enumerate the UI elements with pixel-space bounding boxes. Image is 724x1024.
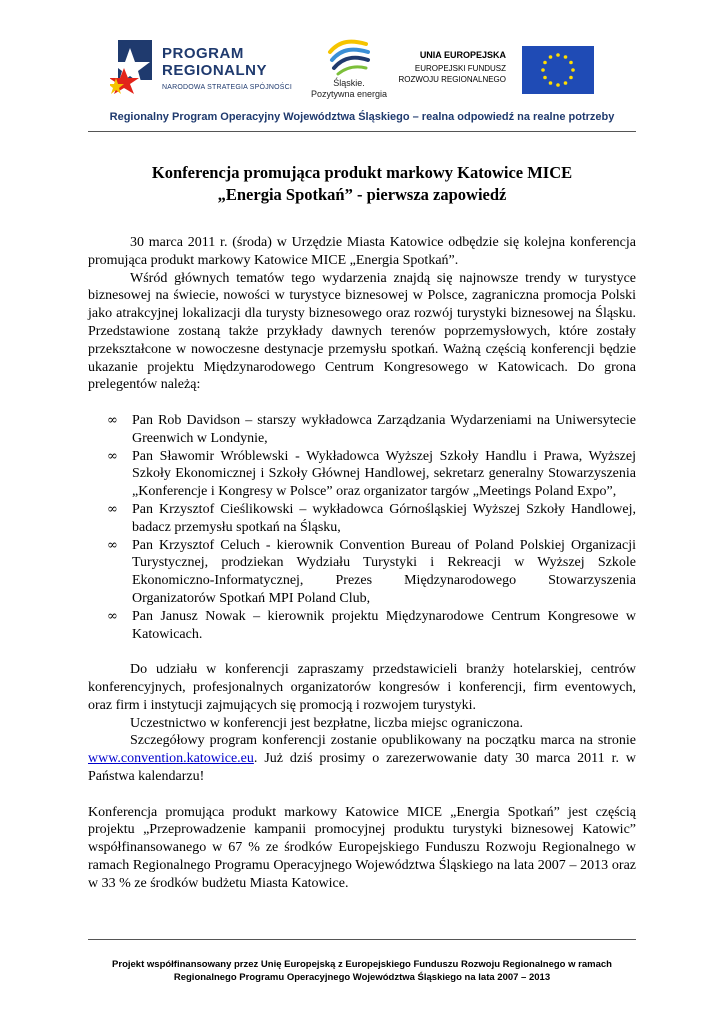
slaskie-name: Śląskie. (333, 78, 365, 88)
slaskie-logo (310, 38, 388, 102)
closing-paragraph-1: Do udziału w konferencji zapraszamy przedstawicieli branży hotelarskiej, centrów konferencyjnych, profesjonalnych organizatorów kongresów i konferencji, firm eventowych, oraz firm i instytucji zajmujących się promocją i rozwojem turystyki. (88, 662, 636, 713)
slaskie-slogan: Pozytywna energia (310, 89, 388, 99)
slaskie-waves-icon (326, 38, 372, 76)
infinity-bullet-icon: ∞ (107, 608, 118, 624)
eu-star (571, 68, 575, 72)
cofinancing-paragraph: Konferencja promująca produkt markowy Katowice MICE „Energia Spotkań” jest częścią projektu „Przeprowadzenie kampanii promocyjnej produktu turystyki biznesowej Katowic” współfinansowanego w 67 % ze środków Europejskiego Funduszu Rozwoju Regionalnego w ramach Regionalnego Programu Operacyjnego Województwa Śląskiego na lata 2007 – 2013 oraz w 33 % ze środków budżetu Miasta Katowice. (88, 804, 636, 891)
eu-logo-line1: UNIA EUROPEJSKA (419, 50, 506, 60)
eu-flag-icon (522, 46, 594, 94)
document-body (88, 234, 636, 892)
eu-star (556, 83, 560, 87)
eu-logo-line2: EUROPEJSKI FUNDUSZ (414, 64, 506, 73)
footer-divider (88, 939, 636, 940)
infinity-bullet-icon: ∞ (107, 537, 118, 553)
program-logo-line1: PROGRAM (162, 45, 244, 62)
document-title (88, 162, 636, 206)
program-logo-line3: NARODOWA STRATEGIA SPÓJNOŚCI (162, 84, 293, 91)
eu-star (543, 76, 547, 80)
footer-line-2: Regionalnego Programu Operacyjnego Województwa Śląskiego na lata 2007 – 2013 (173, 972, 551, 983)
speakers-list (88, 412, 636, 643)
program-logo-line2: REGIONALNY (162, 62, 268, 79)
speaker-item: ∞ Pan Krzysztof Cieślikowski – wykładowca Górnośląskiej Wyższej Szkoły Handlowej, badacz przemysłu spotkań na Śląsku, (107, 501, 636, 535)
header-divider (88, 131, 636, 132)
infinity-bullet-icon: ∞ (107, 501, 118, 517)
eu-star (543, 61, 547, 65)
speaker-item: ∞ Pan Rob Davidson – starszy wykładowca Zarządzania Wydarzeniami na Uniwersytecie Greenwich w Londynie, (107, 412, 636, 446)
eu-star (569, 61, 573, 65)
convention-website-link[interactable]: www.convention.katowice.eu (88, 751, 254, 767)
eu-star (549, 55, 553, 59)
speaker-item: ∞ Pan Janusz Nowak – kierownik projektu Międzynarodowe Centrum Kongresowe w Katowicach. (107, 608, 636, 642)
eu-logo-line3: ROZWOJU REGIONALNEGO (398, 75, 506, 84)
program-header: Regionalny Program Operacyjny Województwa Śląskiego – realna odpowiedź na realne potrzeby (109, 111, 615, 123)
infinity-bullet-icon: ∞ (107, 448, 118, 464)
title-line-2: „Energia Spotkań” - pierwsza zapowiedź (217, 185, 507, 204)
eu-star (564, 81, 568, 85)
eu-logo (398, 46, 594, 96)
eu-star (556, 53, 560, 57)
closing-paragraph-3: Szczegółowy program konferencji zostanie opublikowany na początku marca na stronie www.convention.katowice.eu. Już dziś prosimy o zarezerwowanie daty 30 marca 2011 r. w Państwa kalendarzu! (88, 733, 636, 784)
eu-star (564, 55, 568, 59)
speaker-item: ∞ Pan Krzysztof Celuch - kierownik Convention Bureau of Poland Polskiej Organizacji Turystycznej, prodziekan Wydziału Turystyki i Rekreacji w Wyższej Szkole Ekonomiczno-Informatycznej, Prezes Międzynarodowego Stowarzyszenia Organizatorów Spotkań MPI Poland Club, (107, 537, 636, 606)
speaker-item: ∞ Pan Sławomir Wróblewski - Wykładowca Wyższej Szkoły Handlu i Prawa, Wyższej Szkoły Ekonomicznej i Szkoły Głównej Handlowej, sekretarz generalny Stowarzyszenia „Konferencje i Kongresy w Polsce” oraz organizator targów „Meetings Poland Expo”, (107, 448, 636, 500)
eu-star (569, 76, 573, 80)
intro-paragraph-1: 30 marca 2011 r. (środa) w Urzędzie Miasta Katowice odbędzie się kolejna konferencja promująca produkt markowy Katowice MICE „Energia Spotkań”. (88, 235, 636, 268)
eu-star (549, 81, 553, 85)
footer-line-1: Projekt współfinansowany przez Unię Europejską z Europejskiego Funduszu Rozwoju Regionalnego w ramach (112, 959, 612, 970)
footer (88, 958, 636, 984)
star-icon (110, 38, 154, 98)
title-line-1: Konferencja promująca produkt markowy Katowice MICE (151, 163, 573, 182)
closing-paragraph-2: Uczestnictwo w konferencji jest bezpłatne, liczba miejsc ograniczona. (130, 715, 523, 731)
logo-bar (0, 0, 724, 110)
intro-paragraph-2: Wśród głównych tematów tego wydarzenia znajdą się najnowsze trendy w turystyce biznesowej na świecie, nowości w turystyce biznesowej w Polsce, zagraniczna promocja Polski jako atrakcyjnej lokalizacji dla turysty biznesowego oraz rozwój turystyki biznesowej na Śląsku. Przedstawione zostaną także przykłady dawnych terenów poprzemysłowych, które zostały przekształcone w nowoczesne destynacje przemysłu spotkań. Ważną częścią konferencji będzie ukazanie projektu Międzynarodowego Centrum Kongresowego w Katowicach. Do grona prelegentów należą: (88, 270, 636, 393)
eu-star (541, 68, 545, 72)
program-regionalny-logo (110, 38, 310, 98)
infinity-bullet-icon: ∞ (107, 412, 118, 428)
